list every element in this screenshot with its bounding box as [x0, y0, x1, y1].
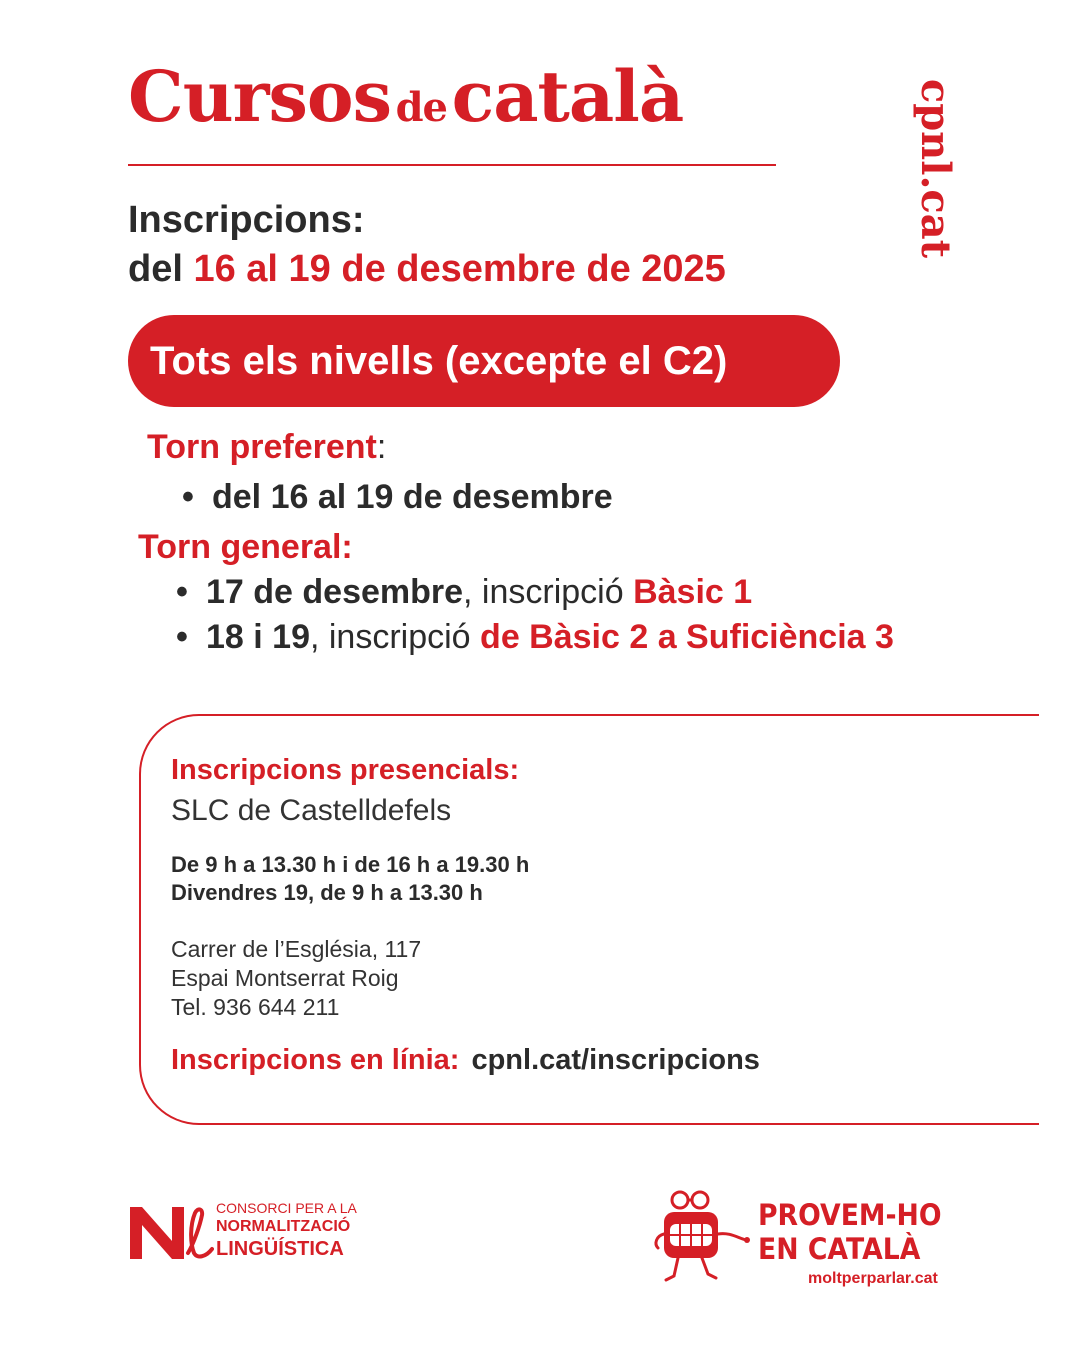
list-item-highlight: Bàsic 1 — [633, 573, 753, 611]
torn-preferent-heading-text: Torn preferent — [147, 428, 377, 466]
address-venue: Espai Montserrat Roig — [171, 965, 399, 991]
online-registration — [171, 1044, 760, 1077]
list-item-bold: 17 de desembre — [206, 573, 464, 611]
list-item-normal: , inscripció — [463, 573, 634, 611]
torn-preferent-heading — [147, 428, 386, 467]
provem-line2: EN CATALÀ — [758, 1232, 921, 1266]
levels-banner — [128, 315, 840, 407]
list-item-highlight: de Bàsic 2 a Suficiència 3 — [480, 618, 894, 656]
in-person-place: SLC de Castelldefels — [171, 794, 452, 827]
address-phone: Tel. 936 644 211 — [171, 994, 340, 1020]
bullet-dot-icon: • — [182, 478, 194, 516]
cpnl-logo-mark-icon — [128, 1203, 214, 1261]
inscriptions-label: Inscripcions: — [128, 199, 365, 241]
torn-preferent-heading-colon: : — [376, 428, 387, 466]
provem-ho-logo — [650, 1186, 960, 1296]
bullet-dot-icon: • — [176, 618, 188, 656]
levels-banner-text: Tots els nivells (excepte el C2) — [150, 338, 728, 383]
title-divider — [128, 164, 776, 166]
inscriptions-dates-highlight: 16 al 19 de desembre de 2025 — [193, 248, 726, 290]
provem-url: moltperparlar.cat — [808, 1270, 938, 1287]
torn-general-heading: Torn general: — [138, 528, 353, 566]
cpnl-line2: NORMALITZACIÓ — [216, 1218, 351, 1235]
list-item-bold: del 16 al 19 de desembre — [212, 478, 613, 516]
in-person-heading: Inscripcions presencials: — [171, 754, 520, 786]
mouth-mascot-icon — [650, 1186, 754, 1290]
inscriptions-dates — [128, 248, 726, 291]
list-item-bold: 18 i 19 — [206, 618, 310, 656]
list-item-normal: , inscripció — [309, 618, 481, 656]
online-label: Inscripcions en línia: — [171, 1044, 460, 1076]
title-word-de: de — [395, 84, 447, 131]
list-item — [182, 478, 613, 517]
title-word-cursos: Cursos — [128, 55, 391, 138]
inscriptions-dates-prefix: del — [128, 248, 194, 290]
list-item — [176, 573, 752, 612]
bullet-dot-icon: • — [176, 573, 188, 611]
address-street: Carrer de l’Església, 117 — [171, 936, 422, 962]
friday-hours: Divendres 19, de 9 h a 13.30 h — [171, 880, 483, 905]
cpnl-logo — [128, 1198, 378, 1268]
cpnl-line3: LINGÜÍSTICA — [216, 1238, 344, 1260]
opening-hours: De 9 h a 13.30 h i de 16 h a 19.30 h — [171, 852, 530, 877]
provem-line1: PROVEM-HO — [758, 1198, 942, 1232]
side-url: cpnl.cat — [912, 78, 960, 258]
title-word-catala: català — [451, 55, 684, 138]
cpnl-line1: CONSORCI PER A LA — [216, 1200, 357, 1216]
online-url-link[interactable]: cpnl.cat/inscripcions — [471, 1044, 760, 1076]
side-url-container — [906, 78, 966, 258]
list-item — [176, 618, 894, 657]
page-title — [128, 55, 683, 138]
